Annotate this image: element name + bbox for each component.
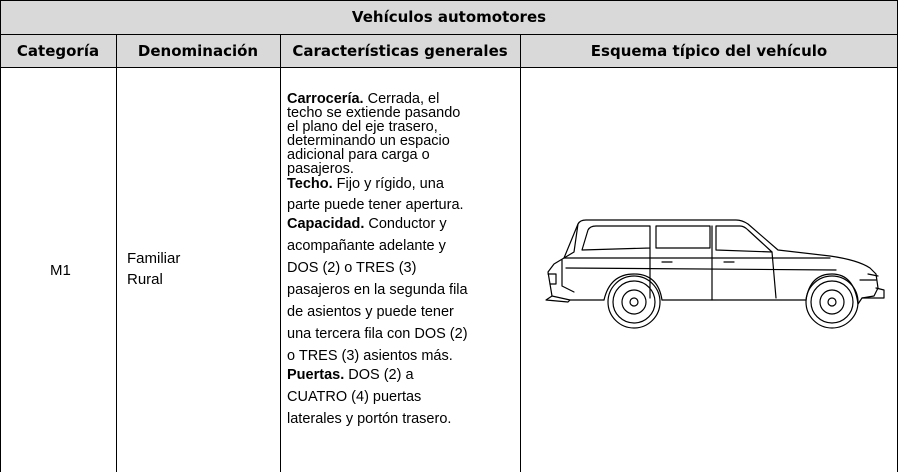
- station-wagon-icon: [540, 212, 890, 334]
- border-col2: [280, 34, 281, 472]
- header-scheme: Esquema típico del vehículo: [520, 34, 898, 67]
- border-left: [0, 0, 1, 472]
- border-col1: [116, 34, 117, 472]
- cell-characteristics: Carrocería. Cerrada, el techo se extiende pasando el plano del eje trasero, determinando un espacio adicional para carga o pasajeros. Techo. Fijo y rígido, una parte puede tener apertura. Capacidad. Conductor y acompañante adelante y DOS (2) o TRES (3) pasajeros en la segunda fila de asientos y puede tener una tercera fila con DOS (2) o TRES (3) asientos más. Puertas. DOS (2) a CUATRO (4) puertas laterales y portón trasero.: [287, 91, 468, 427]
- border-header-bottom: [0, 67, 898, 68]
- border-title-bottom: [0, 34, 898, 35]
- table-title-text: Vehículos automotores: [351, 8, 547, 26]
- capacity-label: Capacidad.: [287, 216, 365, 232]
- roof-label: Techo.: [287, 176, 333, 192]
- doors-label: Puertas.: [287, 367, 345, 383]
- header-denomination: Denominación: [116, 34, 280, 67]
- cell-category: M1: [50, 262, 71, 279]
- table-title: [0, 0, 898, 34]
- header-characteristics: Características generales: [280, 34, 520, 67]
- header-category: Categoría: [0, 34, 116, 67]
- border-col3: [520, 34, 521, 472]
- cell-denomination: Familiar Rural: [127, 250, 181, 288]
- border-top: [0, 0, 898, 1]
- body-label: Carrocería.: [287, 91, 364, 107]
